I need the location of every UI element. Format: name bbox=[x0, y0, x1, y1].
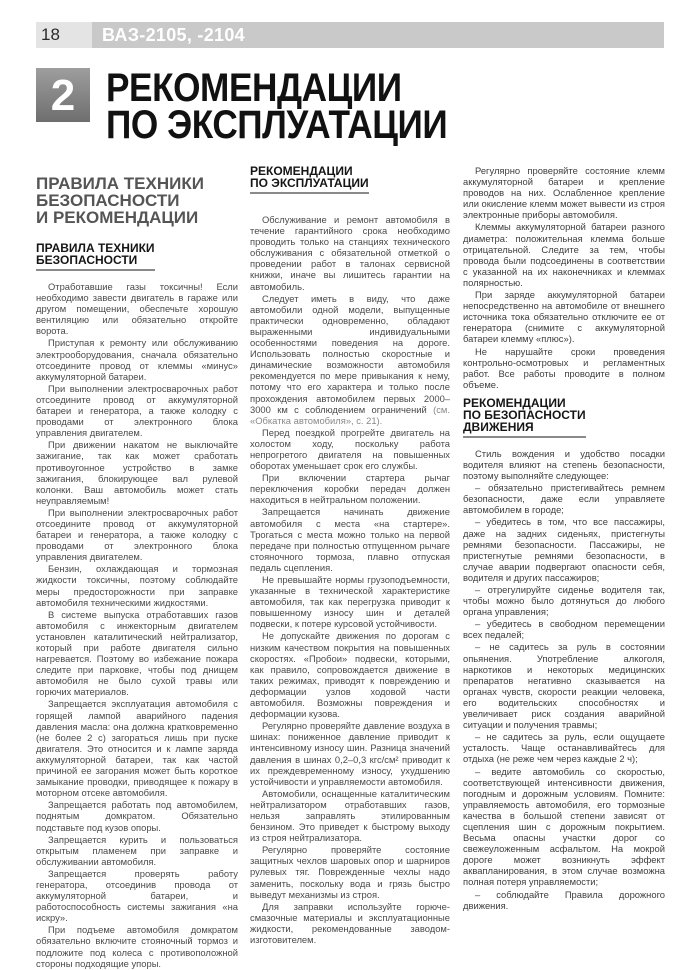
paragraph: Запрещается эксплуатация автомобиля с горящей лампой аварийного падения давления масла: она должна кратковременно (не более 2 с) загораться лишь при пуске двигателя. Это относится и к лампе заряда аккумуляторной батареи, так как частой причиной ее загорания может быть короткое замыкание проводки, приводящее к пожару в моторном отсеке автомобиля. bbox=[36, 698, 238, 799]
paragraph: Перед поездкой прогрейте двигатель на холостом ходу, поскольку работа непрогретого двигателя на повышенных оборотах уменьшает срок его службы. bbox=[250, 426, 450, 472]
paragraph: Стиль вождения и удобство посадки водителя влияют на степень безопасности, поэтому выполняйте следующее: bbox=[463, 447, 665, 482]
paragraph: Не допускайте движения по дорогам с низким качеством покрытия на повышенных скоростях. «Пробои» подвески, которыми, как правило, сопровождается движение в таких режимах, приводят к повреждению и деформации узлов ходовой части автомобиля. Возможны повреждения и деформации кузова. bbox=[250, 630, 450, 720]
paragraph: В системе выпуска отработавших газов автомобиля с инжекторным двигателем установлен каталитический нейтрализатор, который при работе двигателя сильно нагревается. Поэтому во избежание пожара следите при парковке, чтобы под днищем автомобиля не было сухой травы или горючих материалов. bbox=[36, 608, 238, 698]
chapter-number-badge bbox=[36, 68, 90, 122]
column-3 bbox=[463, 165, 665, 912]
paragraph: Обслуживание и ремонт автомобиля в течение гарантийного срока необходимо проводить только на станциях технического обслуживания с обязательной отметкой о проведении работ в талонах сервисной книжки, иначе вы лишитесь гарантии на автомобиль. bbox=[250, 214, 450, 292]
paragraph: Отработавшие газы токсичны! Если необходимо завести двигатель в гараже или другом помещении, обеспечьте хорошую вентиляцию или обязательно откройте ворота. bbox=[36, 281, 238, 337]
column-1 bbox=[36, 165, 238, 970]
subsection-heading bbox=[463, 397, 586, 438]
paragraph: При движении накатом не выключайте зажигание, так как может сработать противоугонное устройство в замке зажигания, блокирующее вал рулевой колонки. Ваш автомобиль может стать неуправляемым! bbox=[36, 439, 238, 506]
list-item: – соблюдайте Правила дорожного движения. bbox=[463, 888, 665, 911]
paragraph: Запрещается работать под автомобилем, поднятым домкратом. Обязательно подставьте под кузов опоры. bbox=[36, 799, 238, 833]
list-item: – не садитесь за руль в состоянии опьянения. Употребление алкоголя, наркотиков и некоторых медицинских препаратов негативно сказывается на органах чувств, скорости реакции человека, его водительских способностях и увеличивает риск создания аварийной ситуации и получения травмы; bbox=[463, 641, 665, 731]
section-heading-line: БЕЗОПАСНОСТИ bbox=[36, 191, 180, 210]
cross-reference: (см. «Обкатка автомобиля», с. 21). bbox=[250, 403, 450, 426]
paragraph: Автомобили, оснащенные каталитическим нейтрализатором отработавших газов, нельзя заправлять этилированным бензином. Это приведет к быстрому выходу из строя нейтрализатора. bbox=[250, 787, 450, 844]
section-heading-line: И РЕКОМЕНДАЦИИ bbox=[36, 208, 199, 227]
list-item: – отрегулируйте сиденье водителя так, чтобы можно было дотянуться до любого органа управления; bbox=[463, 584, 665, 618]
chapter-number: 2 bbox=[50, 71, 76, 120]
subsection-heading-line: РЕКОМЕНДАЦИИ bbox=[463, 395, 566, 410]
section-heading-line: ПРАВИЛА ТЕХНИКИ bbox=[36, 174, 204, 193]
paragraph: Регулярно проверяйте давление воздуха в шинах: пониженное давление приводит к интенсивному износу шин. Разница значений давления в шинах 0,2–0,3 кгс/см² приводит к их преждевременному износу, ухудшению устойчивости и управляемости автомобиля. bbox=[250, 720, 450, 787]
paragraph: Запрещается начинать движение автомобиля с места «на стартере». Трогаться с места можно только на первой передаче при полностью отпущенном рычаге стояночного тормоза, плавно отпуская педаль сцепления. bbox=[250, 506, 450, 573]
column-2 bbox=[250, 165, 450, 946]
chapter-title-line: РЕКОМЕНДАЦИИ bbox=[106, 66, 402, 110]
paragraph: Бензин, охлаждающая и тормозная жидкости токсичны, поэтому соблюдайте меры предосторожности при заправке автомобиля техническими жидкостями. bbox=[36, 563, 238, 608]
paragraph: Запрещается курить и пользоваться открытым пламенем при заправке и обслуживании автомобиля. bbox=[36, 833, 238, 867]
section-heading bbox=[36, 175, 238, 226]
paragraph: Не нарушайте сроки проведения контрольно-осмотровых и регламентных работ. Все работы проводите в полном объеме. bbox=[463, 345, 665, 390]
subsection-heading bbox=[250, 165, 369, 194]
paragraph: При выполнении электросварочных работ отсоедините провод от аккумуляторной батареи и генератора, а также колодку с проводами от электронного блока управления двигателем. bbox=[36, 506, 238, 563]
paragraph-text: Следует иметь в виду, что даже автомобили одной модели, выпущенные практически одновременно, обладают выраженными индивидуальными особенностями поведения на дороге. Использовать полностью скоростные и динамические возможности автомобиля рекомендуется по мере привыкания к нему, потому что его характера и только после прохождения автомобилем первых 2000–3000 км с соблюдением ограничений bbox=[250, 292, 450, 415]
subsection-heading-line: БЕЗОПАСНОСТИ bbox=[36, 253, 138, 267]
page-number: 18 bbox=[41, 25, 60, 44]
paragraph: Для заправки используйте горюче-смазочные материалы и эксплуатационные жидкости, рекомендованные заводом-изготовителем. bbox=[250, 900, 450, 945]
list-item: – убедитесь в том, что все пассажиры, даже на задних сиденьях, пристегнуты ремнями безопасности. Пассажиры, не пристегнутые ремнями безопасности, в случае аварии подвергают опасности себя, водителя и других пассажиров; bbox=[463, 516, 665, 583]
subsection-heading-line: ДВИЖЕНИЯ bbox=[463, 419, 534, 434]
list-item: – обязательно пристегивайтесь ремнем безопасности, даже если управляете автомобилем в городе; bbox=[463, 482, 665, 516]
running-header-model: ВАЗ-2105, -2104 bbox=[102, 25, 245, 45]
paragraph: Регулярно проверяйте состояние клемм аккумуляторной батареи и крепление проводов на них. Ослабленное крепление или окисление клемм может вывести из строя электронные приборы автомобиля. bbox=[463, 165, 665, 221]
paragraph: При включении стартера рычаг переключения коробки передач должен находиться в нейтральном положении. bbox=[250, 472, 450, 506]
paragraph: Не превышайте нормы грузоподъемности, указанные в технической характеристике автомобиля, так как перегрузка приводит к повышенному износу шин и деталей подвески, к потере курсовой устойчивости. bbox=[250, 574, 450, 630]
list-item: – не садитесь за руль, если ощущаете усталость. Чаще останавливайтесь для отдыха (не реже чем через каждые 2 ч); bbox=[463, 731, 665, 765]
chapter-title bbox=[106, 66, 448, 147]
subsection-heading-line: ПО ЭКСПЛУАТАЦИИ bbox=[250, 176, 369, 190]
subsection-heading-line: ПРАВИЛА ТЕХНИКИ bbox=[36, 241, 155, 255]
list-item: – убедитесь в свободном перемещении всех педалей; bbox=[463, 618, 665, 641]
paragraph bbox=[250, 293, 450, 426]
paragraph: При подъеме автомобиля домкратом обязательно включите стояночный тормоз и подложите под колеса с противоположной стороны подходящие упоры. bbox=[36, 924, 238, 969]
paragraph: Регулярно проверяйте состояние защитных чехлов шаровых опор и шарниров рулевых тяг. Поврежденные чехлы надо заменить, поскольку вода и грязь быстро выведут механизмы из строя. bbox=[250, 844, 450, 900]
subsection-heading-line: ПО БЕЗОПАСНОСТИ bbox=[463, 407, 586, 422]
chapter-title-line: ПО ЭКСПЛУАТАЦИИ bbox=[106, 103, 448, 147]
subsection-heading-line: РЕКОМЕНДАЦИИ bbox=[250, 164, 353, 178]
list-item: – ведите автомобиль со скоростью, соответствующей интенсивности движения, погодным и дорожным условиям. Помните: управляемость автомобиля, его тормозные качества в большой степени зависят от сцепления шин с дорожным покрытием. Весьма опасны участки дорог со свежеуложенным асфальтом. На мокрой дороге может возникнуть эффект аквапланирования, в этом случае возможна полная потеря управляемости; bbox=[463, 765, 665, 888]
paragraph: Запрещается проверять работу генератора, отсоединив провода от аккумуляторной батареи, и работоспособность системы зажигания «на искру». bbox=[36, 867, 238, 924]
paragraph: Приступая к ремонту или обслуживанию электрооборудования, сначала обязательно отсоедините провод от клеммы «минус» аккумуляторной батареи. bbox=[36, 337, 238, 382]
paragraph: При выполнении электросварочных работ отсоедините провод от аккумуляторной батареи и генератора, а также колодку с проводами от электронного блока управления двигателем. bbox=[36, 382, 238, 439]
paragraph: При заряде аккумуляторной батареи непосредственно на автомобиле от внешнего источника тока обязательно отключите ее от генератора (снимите с аккумуляторной батареи клемму «плюс»). bbox=[463, 289, 665, 345]
paragraph: Клеммы аккумуляторной батареи разного диаметра: положительная клемма больше отрицательной. Следите за тем, чтобы провода были подсоединены в соответствии с указанной на их наконечниках и клеммах полярностью. bbox=[463, 221, 665, 288]
subsection-heading bbox=[36, 242, 155, 271]
